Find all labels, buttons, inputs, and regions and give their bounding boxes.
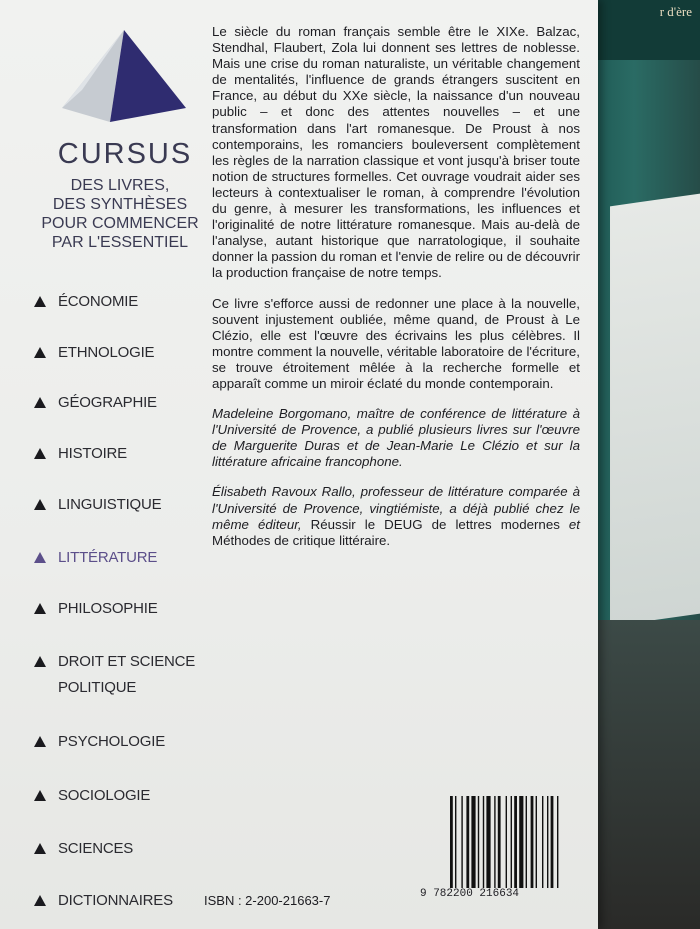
- collection-item-linguistique: LINGUISTIQUE: [24, 492, 214, 518]
- collection-label: POLITIQUE: [58, 679, 137, 696]
- pyramid-logo: [62, 30, 186, 122]
- author-bio-text: et: [568, 516, 580, 532]
- triangle-bullet-icon: [34, 603, 46, 614]
- back-cover-text: [212, 24, 580, 563]
- triangle-bullet-icon: [34, 552, 46, 563]
- series-name: CURSUS: [57, 138, 193, 170]
- author-bio-text: Élisabeth Ravoux Rallo, professeur de littérature comparée à l'Université de Provence, vingtiémiste, a déjà publié chez le même éditeur,: [212, 484, 580, 532]
- background-book-top: [590, 0, 700, 60]
- barcode-digits: 9 782200 216634: [420, 888, 520, 900]
- summary-paragraph: Ce livre s'efforce aussi de redonner une place à la nouvelle, souvent injustement oubliée, même quand, de Proust à Le Clézio, elle est l'œuvre des écrivains les plus célèbres. Il montre comment la nouvelle, véritable laboratoire de l'écriture, se trouve étroitement mêlée à la recherche formelle et apparaît comme un miroir éclaté du monde contemporain.: [212, 295, 580, 391]
- collection-item-ethnologie: ETHNOLOGIE: [24, 340, 214, 366]
- collection-label: DROIT ET SCIENCE: [58, 653, 196, 670]
- book-title: Méthodes de critique littéraire.: [212, 532, 391, 548]
- background-book-title: r d'ère: [659, 4, 692, 19]
- triangle-bullet-icon: [34, 895, 46, 906]
- book-title: Réussir le DEUG: [310, 516, 423, 532]
- triangle-bullet-icon: [34, 296, 46, 307]
- triangle-bullet-icon: [34, 448, 46, 459]
- collection-item-droit: [24, 649, 214, 701]
- collection-item-dictionnaires: DICTIONNAIRES: [24, 888, 214, 914]
- author-bio-text: de lettres modernes: [422, 516, 569, 532]
- author-bio: [212, 484, 580, 548]
- background-books: [590, 0, 700, 929]
- triangle-bullet-icon: [34, 499, 46, 510]
- collection-item-philosophie: PHILOSOPHIE: [24, 596, 214, 622]
- background-page: [610, 194, 700, 627]
- series-tagline: [30, 176, 210, 252]
- author-bio: Madeleine Borgomano, maître de conférence de littérature à l'Université de Provence, a publié plusieurs livres sur l'œuvre de Marguerite Duras et de Jean-Marie Le Clézio et sur la littérature africaine francophone.: [212, 406, 580, 470]
- background-lower: [590, 620, 700, 929]
- triangle-bullet-icon: [34, 736, 46, 747]
- summary-paragraph: Le siècle du roman français semble être le XIXe. Balzac, Stendhal, Flaubert, Zola lui donnent ses lettres de noblesse. Mais une crise du roman naturaliste, un véritable changement de mentalités, l'influence de grands étrangers suscitent en France, au début du XXe siècle, la naissance d'un nouveau public – et donc des attentes nouvelles – et une transformation dans l'art romanesque. De Proust à nos contemporains, les romanciers bouleversent complètement les règles de la narration classique et vont jusqu'à briser toute notion de structures formelles. Cet ouvrage voudrait aider ses lecteurs à contextualiser le roman, à comprendre l'évolution du genre, à mesurer les transformations, les influences et l'originalité de notre littérature romanesque. Mais au-delà de l'analyse, autant historique que narratologique, il souhaite donner la passion du roman et l'envie de relire ou de découvrir la production française de notre temps.: [212, 24, 580, 281]
- triangle-bullet-icon: [34, 347, 46, 358]
- isbn-label: ISBN : 2-200-21663-7: [204, 893, 331, 908]
- collection-item-sociologie: SOCIOLOGIE: [24, 783, 214, 809]
- tagline-line: POUR COMMENCER: [41, 215, 199, 232]
- barcode-icon: [448, 796, 588, 892]
- tagline-line: PAR L'ESSENTIEL: [51, 234, 189, 251]
- triangle-bullet-icon: [34, 397, 46, 408]
- collection-item-geographie: GÉOGRAPHIE: [24, 390, 214, 416]
- triangle-bullet-icon: [34, 843, 46, 854]
- collection-item-histoire: HISTOIRE: [24, 441, 214, 467]
- triangle-bullet-icon: [34, 790, 46, 801]
- tagline-line: DES LIVRES,: [70, 177, 170, 194]
- collection-item-psychologie: PSYCHOLOGIE: [24, 729, 214, 755]
- tagline-line: DES SYNTHÈSES: [52, 196, 188, 213]
- collection-item-sciences: SCIENCES: [24, 836, 214, 862]
- collection-item-litterature: LITTÉRATURE: [24, 545, 214, 571]
- collection-item-economie: ÉCONOMIE: [24, 289, 214, 315]
- triangle-bullet-icon: [34, 656, 46, 667]
